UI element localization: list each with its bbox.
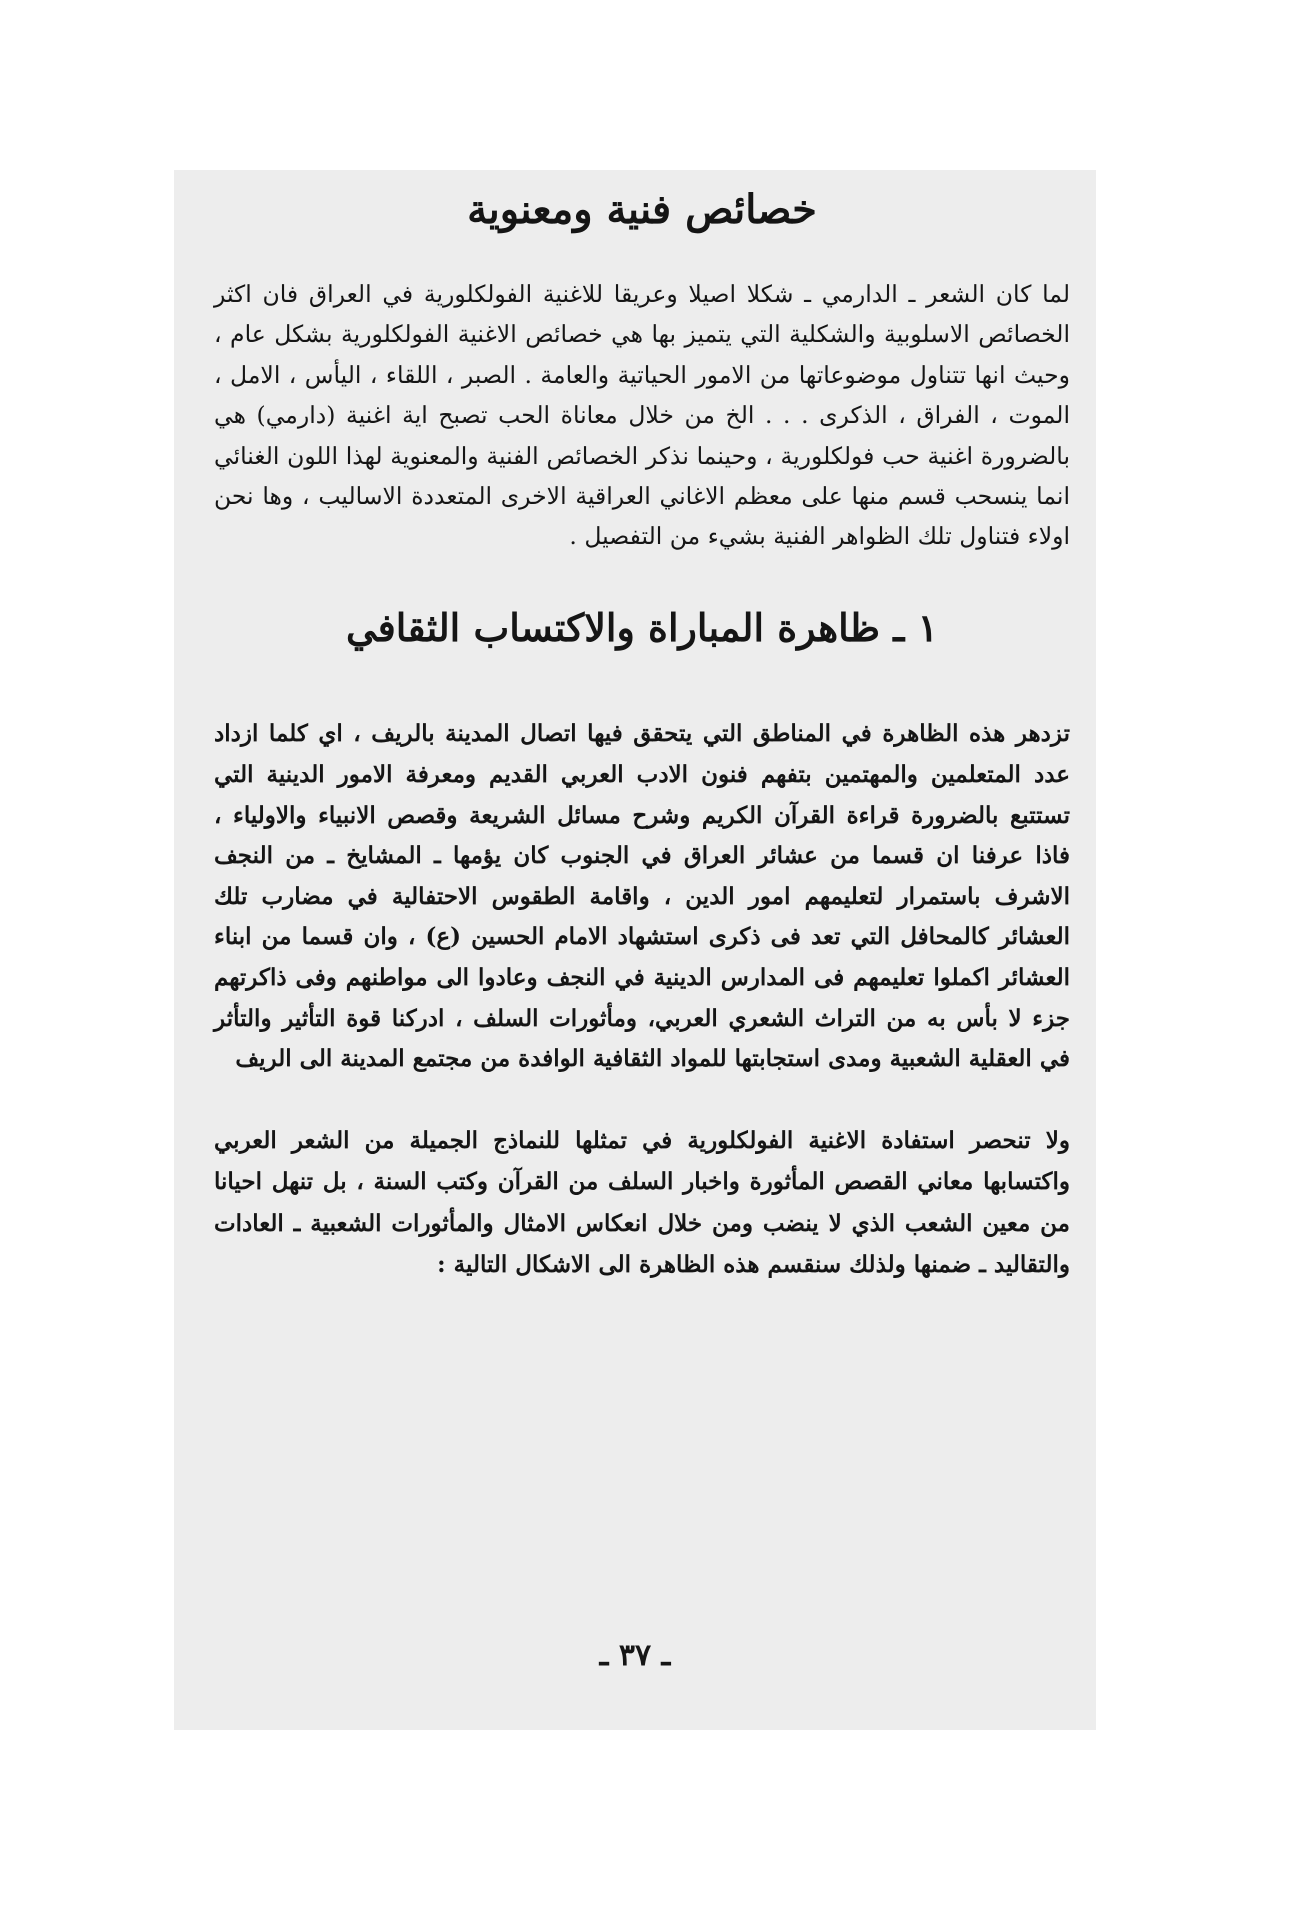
main-title: خصائص فنية ومعنوية [467, 186, 817, 233]
page-content [214, 178, 1070, 1286]
intro-paragraph: لما كان الشعر ـ الدارمي ـ شكلا اصيلا وعريقا للاغنية الفولكلورية في العراق فان اكثر الخصائص الاسلوبية والشكلية التي يتميز بها هي خصائص الاغنية الفولكلورية بشكل عام ، وحيث انها تتناول موضوعاتها من الامور الحياتية والعامة . الصبر ، اللقاء ، اليأس ، الامل ، الموت ، الفراق ، الذكرى . . . الخ من خلال معاناة الحب تصبح اية اغنية (دارمي) هي بالضرورة اغنية حب فولكلورية ، وحينما نذكر الخصائص الفنية والمعنوية لهذا اللون الغنائي انما ينسحب قسم منها على معظم الاغاني العراقية الاخرى المتعددة الاساليب ، وها نحن اولاء فتناول تلك الظواهر الفنية بشيء من التفصيل . [214, 280, 1070, 551]
page-number: ـ ٣٧ ـ [599, 1638, 671, 1673]
section-paragraph-2: ولا تنحصر استفادة الاغنية الفولكلورية في تمثلها للنماذج الجميلة من الشعر العربي واكتسابها معاني القصص المأثورة واخبار السلف من القرآن وكتب السنة ، بل تنهل احيانا من معين الشعب الذي لا ينضب ومن خلال انعكاس الامثال والمأثورات الشعبية ـ العادات والتقاليد ـ ضمنها ولذلك سنقسم هذه الظاهرة الى الاشكال التالية : [214, 1126, 1070, 1279]
section-title: ١ ـ ظاهرة المباراة والاكتساب الثقافي [345, 604, 939, 650]
section-paragraph-1: تزدهر هذه الظاهرة في المناطق التي يتحقق فيها اتصال المدينة بالريف ، اي كلما ازداد عدد المتعلمين والمهتمين بتفهم فنون الادب العربي القديم ومعرفة الامور الدينية التي تستتبع بالضرورة قراءة القرآن الكريم وشرح مسائل الشريعة وقصص الانبياء والاولياء ، فاذا عرفنا ان قسما من عشائر العراق في الجنوب كان يؤمها ـ المشايخ ـ من النجف الاشرف باستمرار لتعليمهم امور الدين ، واقامة الطقوس الاحتفالية في مضارب تلك العشائر كالمحافل التي تعد فى ذكرى استشهاد الامام الحسين (ع) ، وان قسما من ابناء العشائر اكملوا تعليمهم فى المدارس الدينية في النجف وعادوا الى مواطنهم وفى ذاكرتهم جزء لا بأس به من التراث الشعري العربي، ومأثورات السلف ، ادركنا قوة التأثير والتأثر في العقلية الشعبية ومدى استجابتها للمواد الثقافية الوافدة من مجتمع المدينة الى الريف [214, 720, 1070, 1073]
